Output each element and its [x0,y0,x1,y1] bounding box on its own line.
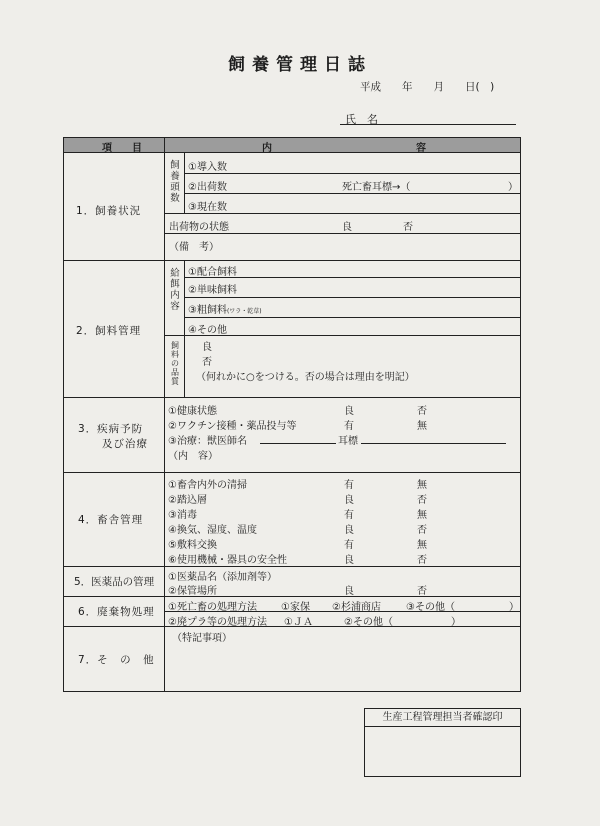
table-header [64,138,520,153]
section-7-label: 7．そ の 他 [78,654,155,666]
s3-health: ①健康状態 [168,406,217,417]
s6-plastic-opt1: ①ＪＡ [284,617,313,628]
section-3-label-2: 及び治療 [102,438,148,450]
s3-details: （内 容） [168,451,218,462]
section-divider [64,260,520,261]
s3-vet-name-field[interactable] [260,443,336,444]
s3-health-good: 良 [344,406,354,417]
s1-note: （備 考） [169,242,219,253]
s3-vaccination: ②ワクチン接種・薬品投与等 [168,421,297,432]
s4-row-2-b: 否 [417,495,427,506]
date-line: 平成 年 月 日( ) [360,81,495,93]
name-label: 氏 名 [345,113,378,126]
row-divider [184,317,520,318]
s6-carcass-close: ） [509,602,519,613]
row-divider [184,297,520,298]
s4-row-2: ②踏込層 [168,495,207,506]
s7-note: （特記事項） [172,633,232,644]
s6-plastic: ②廃プラ等の処理方法 [168,617,267,628]
header-content-1: 内 [262,143,272,154]
s5-storage-good: 良 [344,586,354,597]
name-field[interactable] [340,124,516,125]
page-title: 飼養管理日誌 [228,55,372,75]
section-divider [64,472,520,473]
s2-roughage-note: (ワラ・乾草) [226,308,262,315]
s1-dead-ear-tag: 死亡畜耳標→（ [342,182,411,193]
s6-carcass-opt3: ③その他（ [406,602,455,613]
s4-row-4-b: 否 [417,525,427,536]
header-item: 項 目 [102,143,142,154]
s4-row-5-a: 有 [344,540,354,551]
row-divider [164,233,520,234]
section-divider [64,596,520,597]
s4-row-5-b: 無 [417,540,427,551]
s1-ship-bad: 否 [403,222,413,233]
s2-instruction: （何れかに○をつける。否の場合は理由を明記） [196,372,415,383]
s2-quality-bad: 否 [202,357,212,368]
s3-ear-tag: 耳標 [338,436,358,447]
s5-storage: ②保管場所 [168,586,217,597]
section-divider [64,566,520,567]
s6-carcass-opt1: ①家保 [281,602,310,613]
s3-vacc-no: 無 [417,421,427,432]
s2-single-feed: ②単味飼料 [188,285,237,296]
s4-row-1-b: 無 [417,480,427,491]
seal-label: 生産工程管理担当者確認印 [365,709,520,727]
s4-row-6-a: 良 [344,555,354,566]
s2-compound-feed: ①配合飼料 [188,267,237,278]
s4-row-2-a: 良 [344,495,354,506]
s4-row-6-b: 否 [417,555,427,566]
s1-dead-close: ） [508,182,518,193]
s1-ship-good: 良 [342,222,352,233]
section-6-label: 6．廃棄物処理 [78,606,155,618]
s3-vacc-yes: 有 [344,421,354,432]
s4-row-3: ③消毒 [168,510,197,521]
s4-row-6: ⑥使用機械・器具の安全性 [168,555,287,566]
s2-sub2-label: 飼料の品質 [171,341,179,386]
s1-ship-state: 出荷物の状態 [169,222,229,233]
section-divider [64,397,520,398]
s1-sub-label: 飼養頭数 [170,160,180,204]
s5-storage-bad: 否 [417,586,427,597]
s4-row-4-a: 良 [344,525,354,536]
row-divider [184,173,520,174]
s4-row-1: ①畜舎内外の清掃 [168,480,247,491]
s4-row-5: ⑤敷料交換 [168,540,217,551]
s2-other: ④その他 [188,325,227,336]
s3-ear-tag-field[interactable] [361,443,506,444]
s6-carcass: ①死亡畜の処理方法 [168,602,257,613]
column-divider [164,138,165,691]
s4-row-3-b: 無 [417,510,427,521]
header-content-2: 容 [416,143,426,154]
section-1-label: 1．飼養状況 [76,205,142,217]
s3-health-bad: 否 [417,406,427,417]
s1-current: ③現在数 [188,202,227,213]
row-divider [184,193,520,194]
s5-medicine-name: ①医薬品名（添加剤等） [168,572,277,583]
s2-roughage [188,301,262,316]
section-2-label: 2．飼料管理 [76,325,142,337]
s3-treatment: ③治療：獣医師名 [168,436,247,447]
s4-row-4: ④換気、湿度、温度 [168,525,257,536]
s1-shipped: ②出荷数 [188,182,227,193]
seal-box[interactable] [364,708,521,777]
sub-divider [184,153,185,213]
s4-row-3-a: 有 [344,510,354,521]
s2-sub1-label: 給餌内容 [170,268,180,312]
s2-roughage-label: ③粗飼料 [188,305,227,316]
s6-plastic-close: ） [451,617,461,628]
section-5-label: 5．医薬品の管理 [74,576,155,588]
section-3-label-1: 3．疾病予防 [78,423,144,435]
log-form-table [63,137,521,692]
s6-carcass-opt2: ②杉浦商店 [332,602,381,613]
s1-intake: ①導入数 [188,162,227,173]
s6-plastic-opt2: ②その他（ [344,617,393,628]
sub-divider [184,260,185,397]
s4-row-1-a: 有 [344,480,354,491]
s2-quality-good: 良 [202,342,212,353]
row-divider [164,213,520,214]
section-4-label: 4．畜舎管理 [78,514,144,526]
